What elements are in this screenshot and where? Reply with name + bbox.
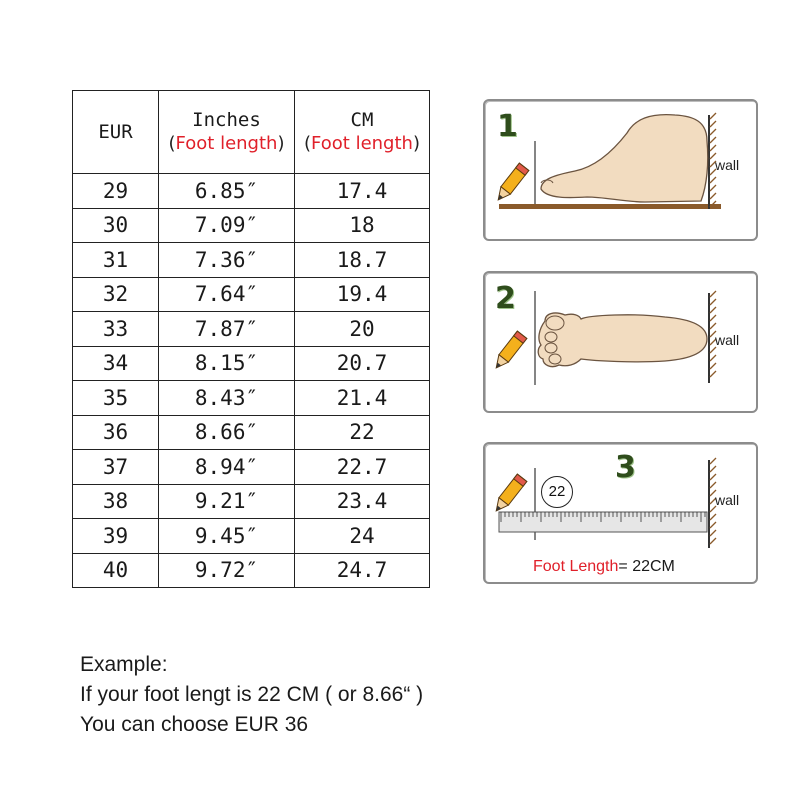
cm-cell: 24.7 (295, 553, 430, 588)
eur-cell: 31 (73, 243, 159, 278)
inches-cell: 9.72″ (159, 553, 295, 588)
cm-cell: 17.4 (295, 174, 430, 209)
header-cm: CM (Foot length) (295, 91, 430, 174)
foot-top-icon (538, 313, 707, 367)
header-eur (73, 91, 159, 174)
inches-cell: 8.43″ (159, 381, 295, 416)
table-row (73, 553, 430, 588)
example-line-foot-length: If your foot lengt is 22 CM ( or 8.66“ ) (80, 683, 424, 706)
foot-length-label: Foot Length (533, 558, 619, 575)
cm-cell: 20.7 (295, 346, 430, 381)
cm-cell: 22 (295, 415, 430, 450)
eur-cell: 40 (73, 553, 159, 588)
eur-cell: 34 (73, 346, 159, 381)
table-row (73, 450, 430, 485)
size-chart-table (72, 90, 430, 588)
measure-value-badge: 22 (541, 476, 573, 508)
table-row (73, 519, 430, 554)
cm-cell: 24 (295, 519, 430, 554)
eur-cell: 36 (73, 415, 159, 450)
eur-cell: 32 (73, 277, 159, 312)
inches-cell: 7.64″ (159, 277, 295, 312)
eur-cell: 33 (73, 312, 159, 347)
step-1-number: 1 (497, 109, 518, 144)
table-row (73, 174, 430, 209)
header-inches-label: Inches (192, 109, 261, 131)
step-1-wall-label: wall (715, 157, 740, 173)
example-line-choose-size: You can choose EUR 36 (80, 713, 309, 736)
table-header-row (73, 91, 430, 174)
cm-cell: 20 (295, 312, 430, 347)
inches-cell: 8.66″ (159, 415, 295, 450)
step-3-wall-label: wall (715, 492, 740, 508)
foot-side-icon (541, 115, 708, 202)
cm-cell: 19.4 (295, 277, 430, 312)
step-3-panel (483, 442, 758, 584)
table-row (73, 277, 430, 312)
pencil-icon (491, 474, 526, 514)
inches-cell: 7.36″ (159, 243, 295, 278)
pencil-icon (493, 163, 528, 203)
header-eur-label: EUR (98, 121, 133, 143)
inches-cell: 7.09″ (159, 208, 295, 243)
header-inches-sublabel: Foot length (175, 133, 278, 154)
inches-cell: 6.85″ (159, 174, 295, 209)
step-1-panel (483, 99, 758, 241)
table-row (73, 484, 430, 519)
example-heading: Example: (80, 653, 168, 676)
table-row (73, 312, 430, 347)
cm-cell: 21.4 (295, 381, 430, 416)
table-row (73, 346, 430, 381)
inches-cell: 8.94″ (159, 450, 295, 485)
cm-cell: 22.7 (295, 450, 430, 485)
example-note (80, 650, 423, 740)
ruler-icon (499, 512, 707, 532)
foot-length-value: = 22CM (618, 558, 675, 575)
inches-cell: 9.45″ (159, 519, 295, 554)
floor-icon (499, 204, 721, 209)
step-2-number: 2 (495, 281, 516, 316)
header-cm-sublabel: Foot length (311, 133, 413, 154)
eur-cell: 30 (73, 208, 159, 243)
foot-length-caption (533, 558, 675, 576)
header-inches: Inches (Foot length) (159, 91, 295, 174)
table-row (73, 415, 430, 450)
eur-cell: 39 (73, 519, 159, 554)
table-row (73, 208, 430, 243)
cm-cell: 18.7 (295, 243, 430, 278)
eur-cell: 35 (73, 381, 159, 416)
inches-cell: 7.87″ (159, 312, 295, 347)
table-row (73, 381, 430, 416)
eur-cell: 29 (73, 174, 159, 209)
inches-cell: 8.15″ (159, 346, 295, 381)
eur-cell: 38 (73, 484, 159, 519)
eur-cell: 37 (73, 450, 159, 485)
step-3-number: 3 (615, 450, 636, 485)
pencil-icon (491, 331, 526, 371)
step-2-panel (483, 271, 758, 413)
step-2-wall-label: wall (715, 332, 740, 348)
table-row (73, 243, 430, 278)
header-cm-label: CM (350, 109, 374, 131)
cm-cell: 18 (295, 208, 430, 243)
cm-cell: 23.4 (295, 484, 430, 519)
inches-cell: 9.21″ (159, 484, 295, 519)
